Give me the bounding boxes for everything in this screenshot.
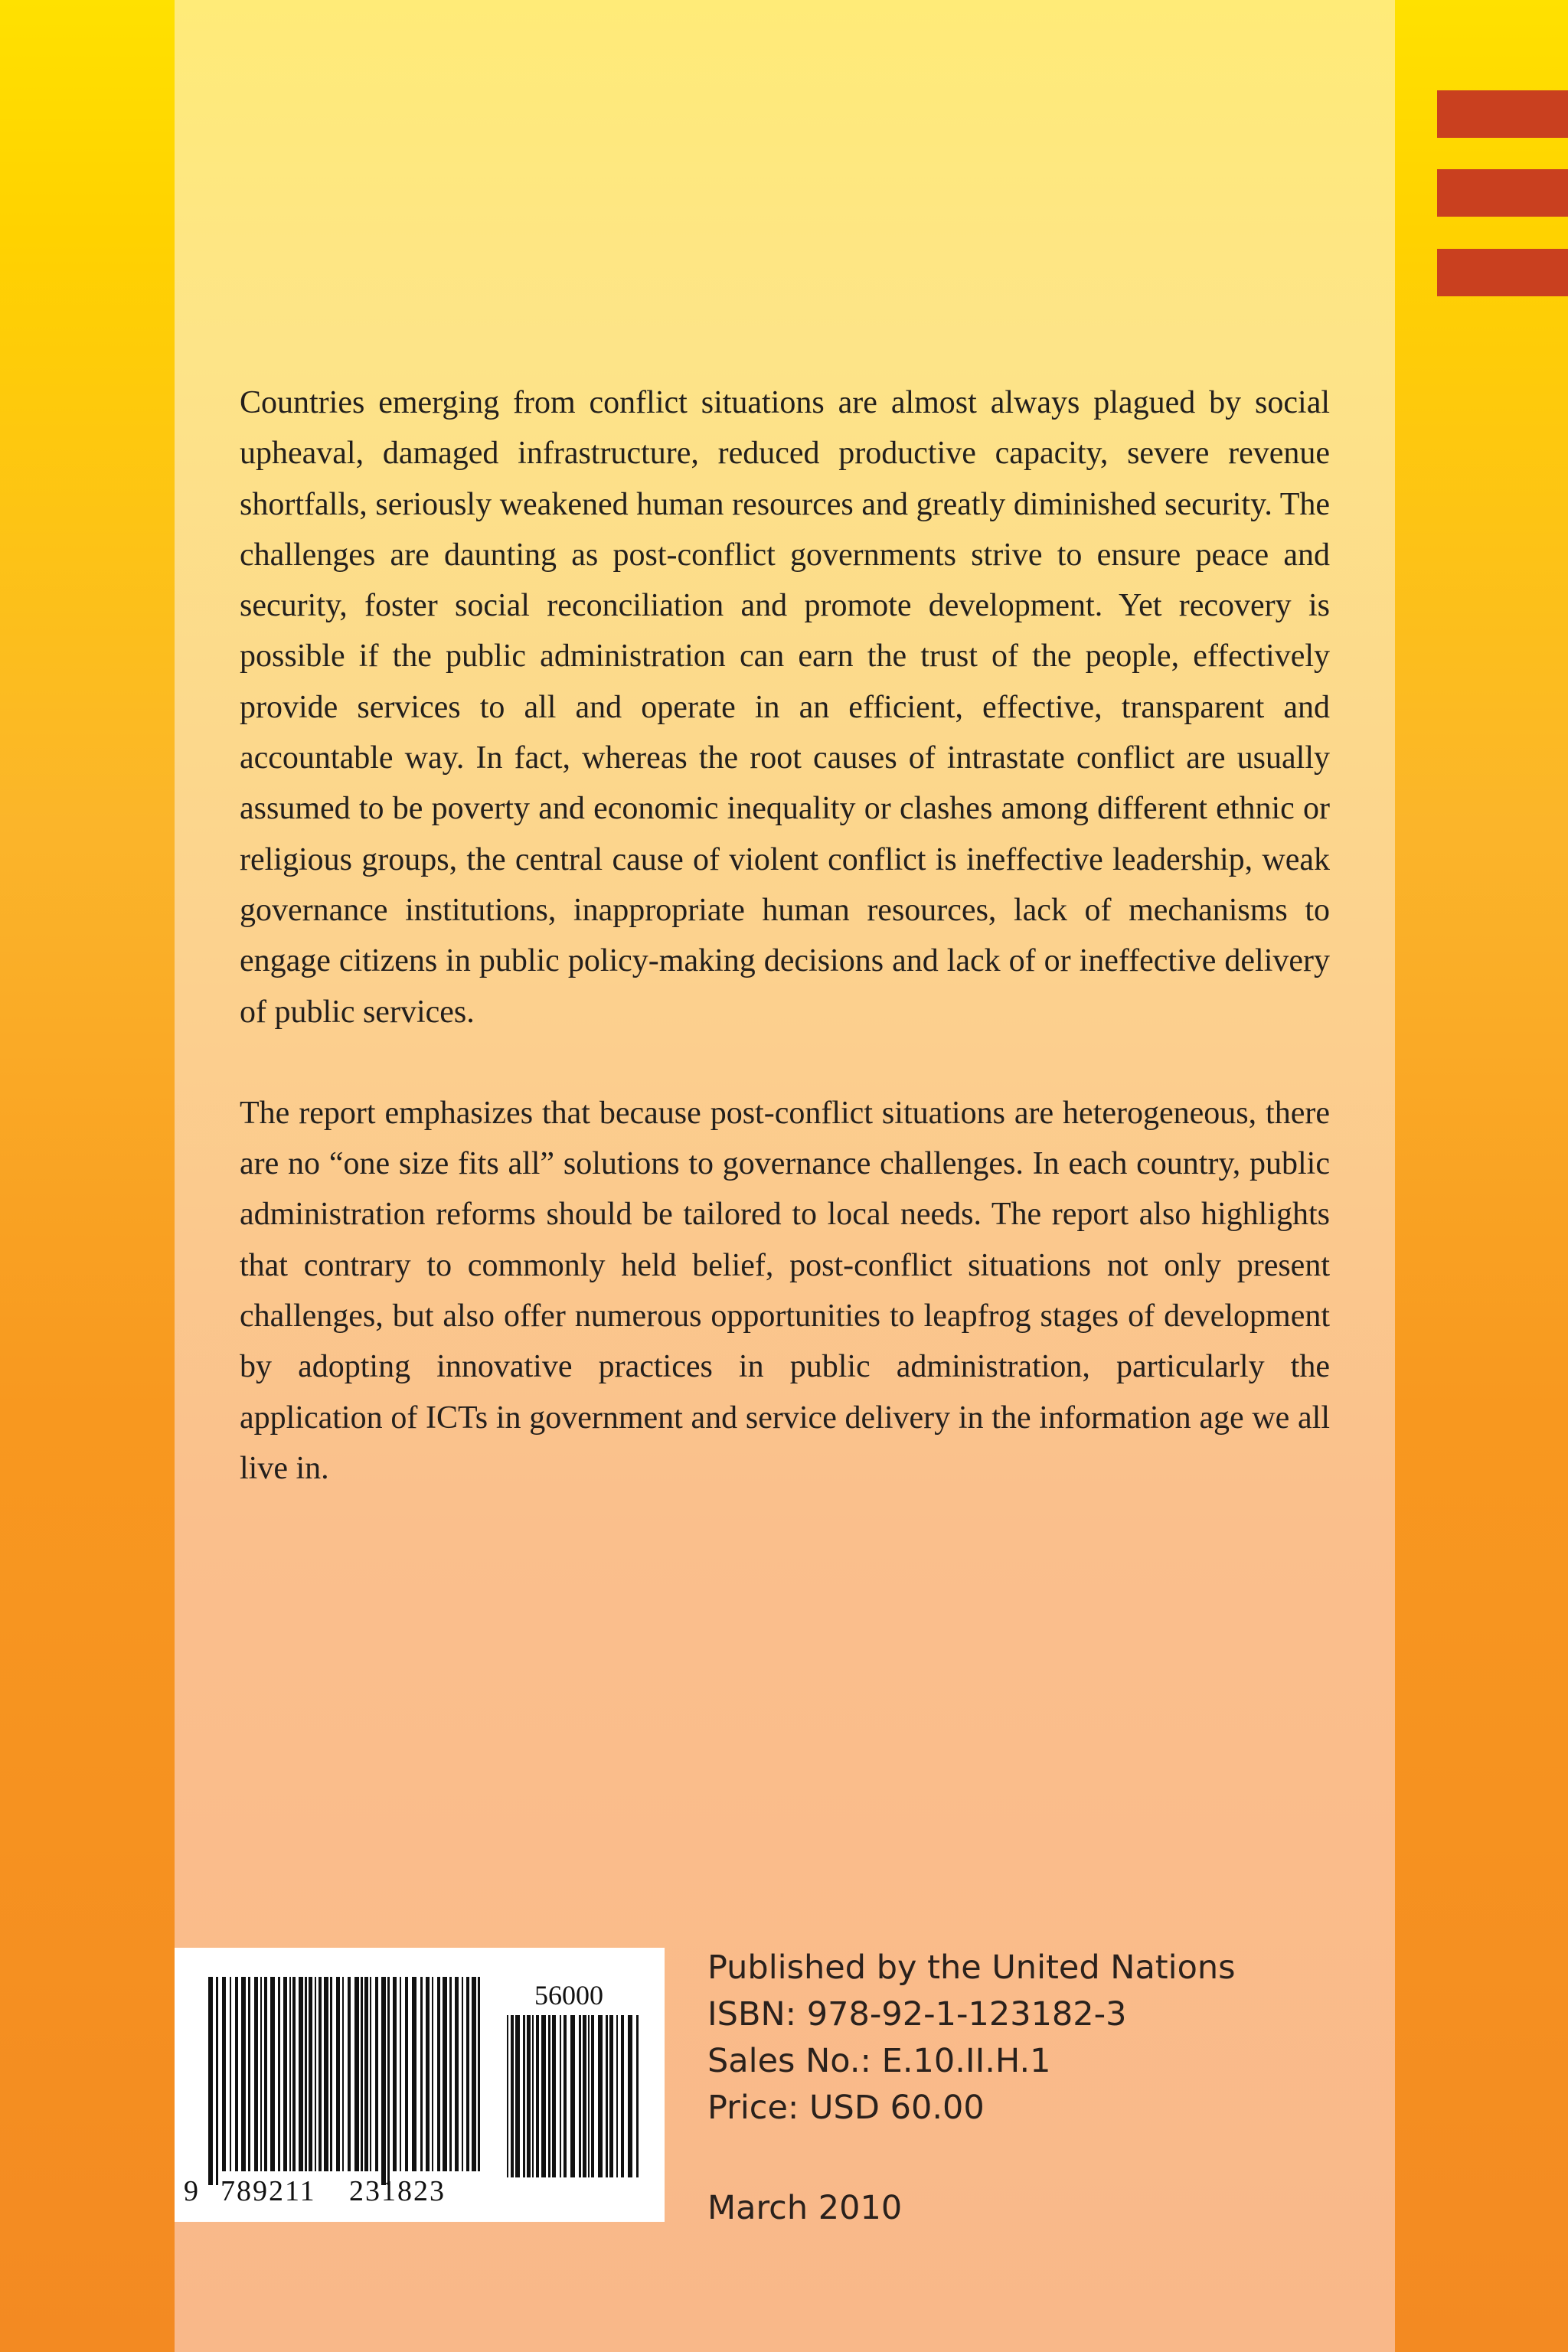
blurb-paragraph-1: Countries emerging from conflict situations are almost always plagued by social upheaval, damaged infrastructure, reduced productive capacity, severe revenue shortfalls, seriously weakened human resources and greatly diminished security. The challenges are daunting as post-conflict governments strive to ensure peace and security, foster social reconciliation and promote development. Yet recovery is possible if the public administration can earn the trust of the people, effectively provide services to all and operate in an efficient, effective, transparent and accountable way. In fact, whereas the root causes of intrastate conflict are usually assumed to be poverty and economic inequality or clashes among different ethnic or religious groups, the central cause of violent conflict is ineffective leadership, weak governance institutions, inappropriate human resources, lack of mechanisms to engage citizens in public policy-making decisions and lack of or ineffective delivery of public services. — [240, 385, 1330, 1030]
barcode-bar — [381, 1977, 386, 2185]
isbn-line: ISBN: 978-92-1-123182-3 — [707, 1995, 1127, 2034]
barcode-bar — [208, 1977, 213, 2185]
barcode-bar — [222, 1977, 226, 2171]
barcode-bar — [579, 2015, 581, 2177]
barcode-bar — [309, 1977, 312, 2171]
price-line: Price: USD 60.00 — [707, 2089, 985, 2127]
barcode-bar — [254, 1977, 258, 2171]
barcode-bar — [216, 1977, 218, 2185]
barcode-bar — [466, 1977, 469, 2171]
barcode-bar — [588, 2015, 590, 2177]
barcode-bar — [283, 1977, 287, 2171]
barcode-bar — [342, 1977, 344, 2171]
barcode-bar — [636, 2015, 639, 2177]
blurb-paragraph-2: The report emphasizes that because post-conflict situations are heterogeneous, there are no “one size fits all” solutions to governance challenges. In each country, public administration reforms should be tailored to local needs. The report also highlights that contrary to commonly held belief, post-conflict situations not only present challenges, but also offer numerous opportunities to leapfrog stages of development by adopting innovative practices in public administration, particularly the application of ICTs in government and service delivery in the information age we all live in. — [240, 1095, 1330, 1486]
barcode-bar — [235, 1977, 238, 2171]
barcode-bar — [606, 2015, 608, 2177]
barcode-bar — [532, 2015, 534, 2177]
sales-number-line: Sales No.: E.10.II.H.1 — [707, 2042, 1051, 2080]
barcode-bar — [260, 1977, 262, 2171]
accent-stripe-middle — [1437, 169, 1568, 217]
barcode-bar — [462, 1977, 463, 2171]
barcode-bar — [598, 2015, 603, 2177]
barcode-bar — [449, 1977, 452, 2171]
barcode-bar — [241, 1977, 246, 2171]
barcode-bar — [230, 1977, 231, 2171]
barcode-bar — [541, 2015, 546, 2177]
barcode-bar — [370, 1977, 371, 2171]
barcode-bar — [393, 1977, 397, 2171]
barcode-digits-left: 789211 — [220, 2175, 316, 2207]
barcode-bar — [405, 1977, 408, 2171]
barcode-bar — [278, 1977, 280, 2171]
barcode-bar — [536, 2015, 539, 2177]
barcode — [175, 1948, 665, 2222]
barcode-bar — [324, 1977, 328, 2171]
barcode-bar — [364, 1977, 368, 2171]
barcode-bar — [289, 1977, 291, 2171]
barcode-bar — [570, 2015, 575, 2177]
barcode-digit-prefix: 9 — [184, 2175, 198, 2207]
barcode-bar — [248, 1977, 250, 2171]
barcode-bar — [552, 2015, 556, 2177]
barcode-bar — [616, 2015, 618, 2177]
publisher-line: Published by the United Nations — [707, 1949, 1236, 1987]
barcode-bar — [412, 1977, 416, 2171]
publication-info — [707, 1945, 1236, 2132]
publication-date: March 2010 — [707, 2189, 903, 2227]
barcode-bar — [426, 1977, 430, 2171]
barcode-bar — [523, 2015, 525, 2177]
barcode-bar — [609, 2015, 613, 2177]
barcode-bar — [527, 2015, 531, 2177]
barcode-bar — [400, 1977, 401, 2171]
barcode-bar — [511, 2015, 514, 2177]
barcode-bar — [318, 1977, 322, 2171]
barcode-bar — [375, 1977, 378, 2171]
barcode-bar — [299, 1977, 303, 2171]
barcode-bar — [361, 1977, 363, 2171]
barcode-main-bars — [208, 1977, 480, 2185]
accent-stripe-bottom — [1437, 249, 1568, 296]
barcode-digits-right: 231823 — [349, 2175, 446, 2207]
barcode-bar — [591, 2015, 594, 2177]
barcode-bar — [564, 2015, 567, 2177]
barcode-bar — [472, 1977, 476, 2171]
barcode-bar — [305, 1977, 307, 2171]
barcode-bar — [621, 2015, 624, 2177]
barcode-bar — [515, 2015, 520, 2177]
barcode-addon-digits: 56000 — [534, 1980, 603, 2011]
barcode-bar — [330, 1977, 332, 2171]
barcode-bar — [478, 1977, 480, 2171]
barcode-bar — [443, 1977, 447, 2171]
barcode-bar — [270, 1977, 275, 2171]
barcode-bar — [387, 1977, 390, 2185]
barcode-bar — [437, 1977, 440, 2171]
barcode-bar — [560, 2015, 561, 2177]
barcode-bar — [420, 1977, 423, 2171]
barcode-bar — [348, 1977, 351, 2171]
barcode-addon-bars — [507, 2015, 639, 2177]
barcode-bar — [315, 1977, 316, 2171]
barcode-bar — [455, 1977, 459, 2171]
barcode-bar — [336, 1977, 340, 2171]
barcode-bar — [628, 2015, 632, 2177]
barcode-bar — [354, 1977, 359, 2171]
accent-stripe-top — [1437, 90, 1568, 138]
barcode-bar — [548, 2015, 550, 2177]
barcode-bar — [264, 1977, 267, 2171]
blurb-text — [240, 377, 1330, 1494]
barcode-bar — [507, 2015, 508, 2177]
barcode-bar — [583, 2015, 586, 2177]
barcode-bar — [292, 1977, 296, 2171]
barcode-bar — [432, 1977, 433, 2171]
